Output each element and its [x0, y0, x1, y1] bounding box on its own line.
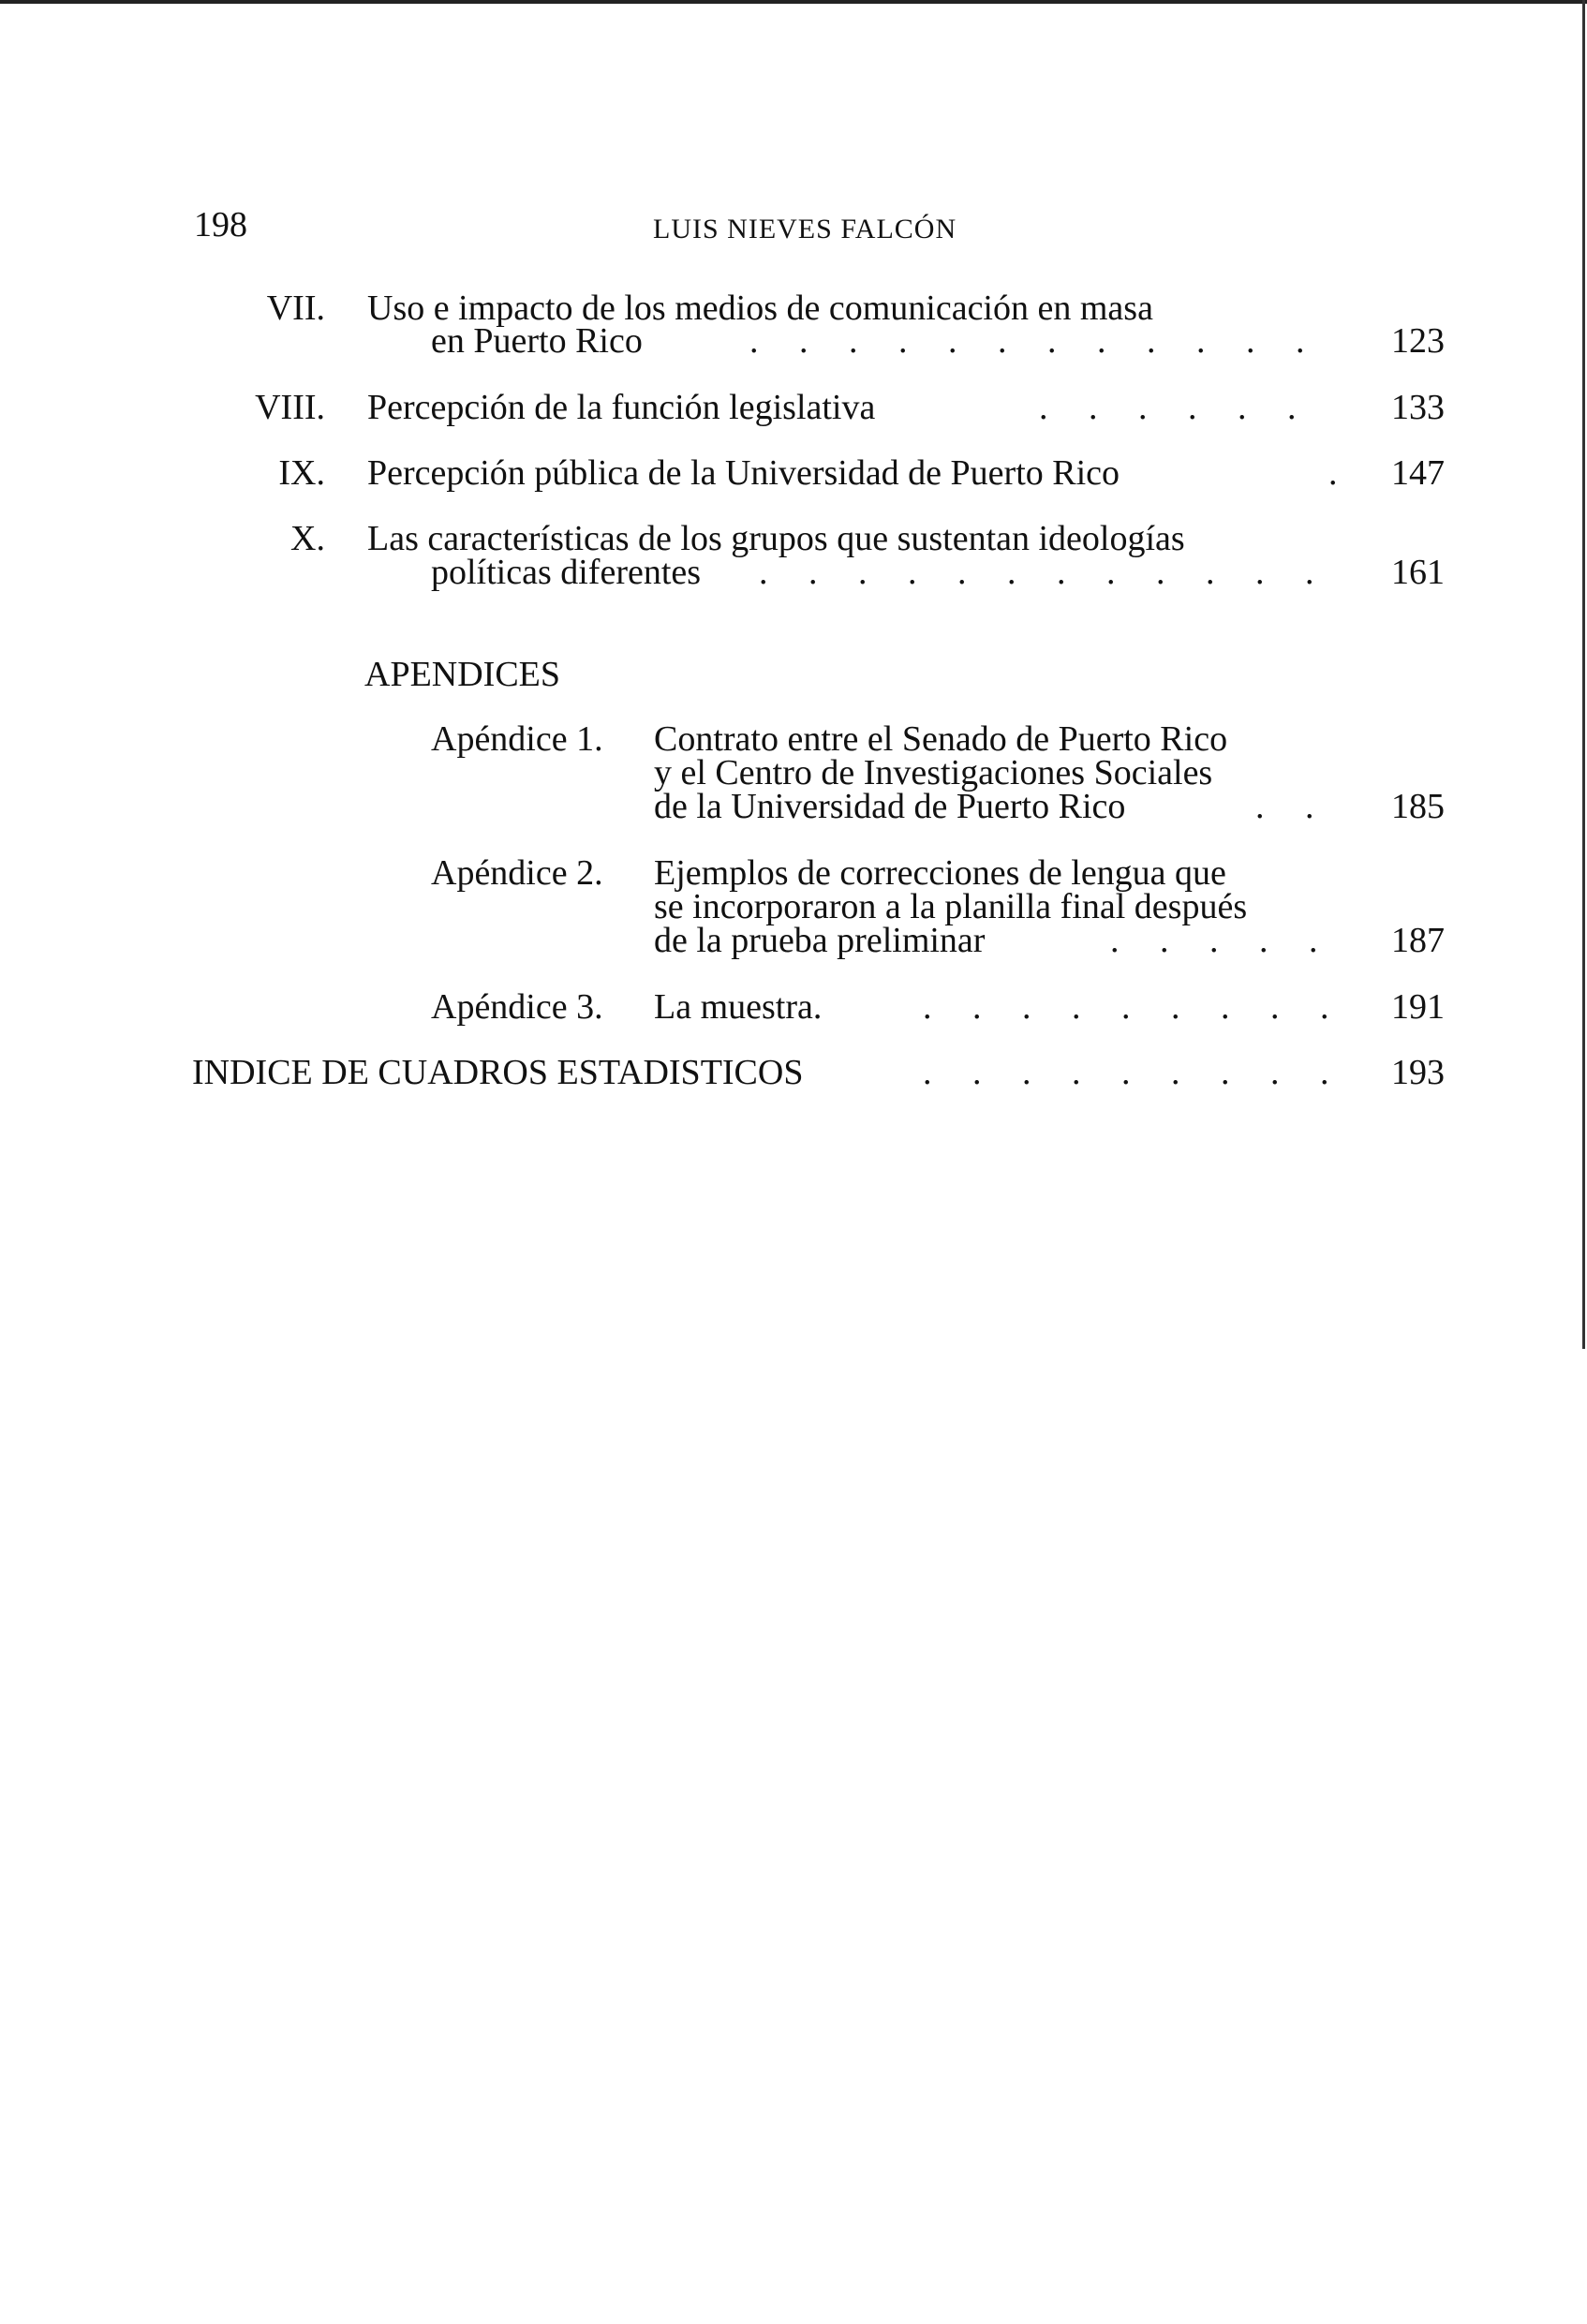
entry-title-line: de la prueba preliminar — [654, 921, 986, 960]
entry-title-line: Percepción de la función legislativa — [367, 388, 876, 427]
entry-title-line: políticas diferentes — [431, 553, 702, 592]
leader-dots: . . . . . . — [1039, 388, 1313, 427]
chapter-numeral: VII. — [266, 289, 325, 328]
entry-title-line: y el Centro de Investigaciones Sociales — [654, 753, 1213, 792]
leader-dots: . . . . . . . . . . . . — [759, 553, 1330, 592]
running-header-author: LUIS NIEVES FALCÓN — [653, 214, 957, 244]
appendix-label: Apéndice 2. — [431, 853, 603, 893]
page-ref: 193 — [1391, 1053, 1445, 1092]
chapter-numeral: VIII. — [255, 388, 325, 427]
appendix-label: Apéndice 3. — [431, 987, 603, 1027]
index-title: INDICE DE CUADROS ESTADISTICOS — [192, 1053, 804, 1092]
leader-dots: . . . . . . . . . — [923, 987, 1345, 1027]
page-ref: 147 — [1391, 453, 1445, 493]
page-ref: 191 — [1391, 987, 1445, 1027]
entry-title-line: La muestra. — [654, 987, 823, 1027]
section-heading-apendices: APENDICES — [364, 655, 561, 694]
entry-title-line: Las características de los grupos que sustentan ideologías — [367, 519, 1185, 558]
page-ref: 187 — [1391, 921, 1445, 960]
chapter-numeral: IX. — [278, 453, 325, 493]
page-ref: 161 — [1391, 553, 1445, 592]
leader-dots: . . . . . . . . . — [923, 1053, 1345, 1092]
entry-title-line: Contrato entre el Senado de Puerto Rico — [654, 719, 1228, 759]
entry-title-line: Percepción pública de la Universidad de Puerto Rico — [367, 453, 1120, 493]
page-border-right — [1582, 0, 1585, 1349]
chapter-numeral: X. — [290, 519, 325, 558]
leader-dots: . . . . . . . . . . . . — [749, 321, 1321, 361]
entry-title-line: de la Universidad de Puerto Rico — [654, 787, 1126, 826]
entry-title-line: se incorporaron a la planilla final después — [654, 887, 1248, 926]
leader-dots: . . — [1255, 787, 1330, 826]
page-border-top — [0, 0, 1587, 4]
page-ref: 123 — [1391, 321, 1445, 361]
leader-dots: . . . . . — [1110, 921, 1334, 960]
leader-dots: . — [1328, 453, 1354, 493]
entry-title-line: Ejemplos de correcciones de lengua que — [654, 853, 1226, 893]
page-ref: 185 — [1391, 787, 1445, 826]
page-ref: 133 — [1391, 388, 1445, 427]
entry-title-line: Uso e impacto de los medios de comunicación en masa — [367, 289, 1153, 328]
appendix-label: Apéndice 1. — [431, 719, 603, 759]
page-number: 198 — [194, 205, 247, 244]
entry-title-line: en Puerto Rico — [431, 321, 643, 361]
